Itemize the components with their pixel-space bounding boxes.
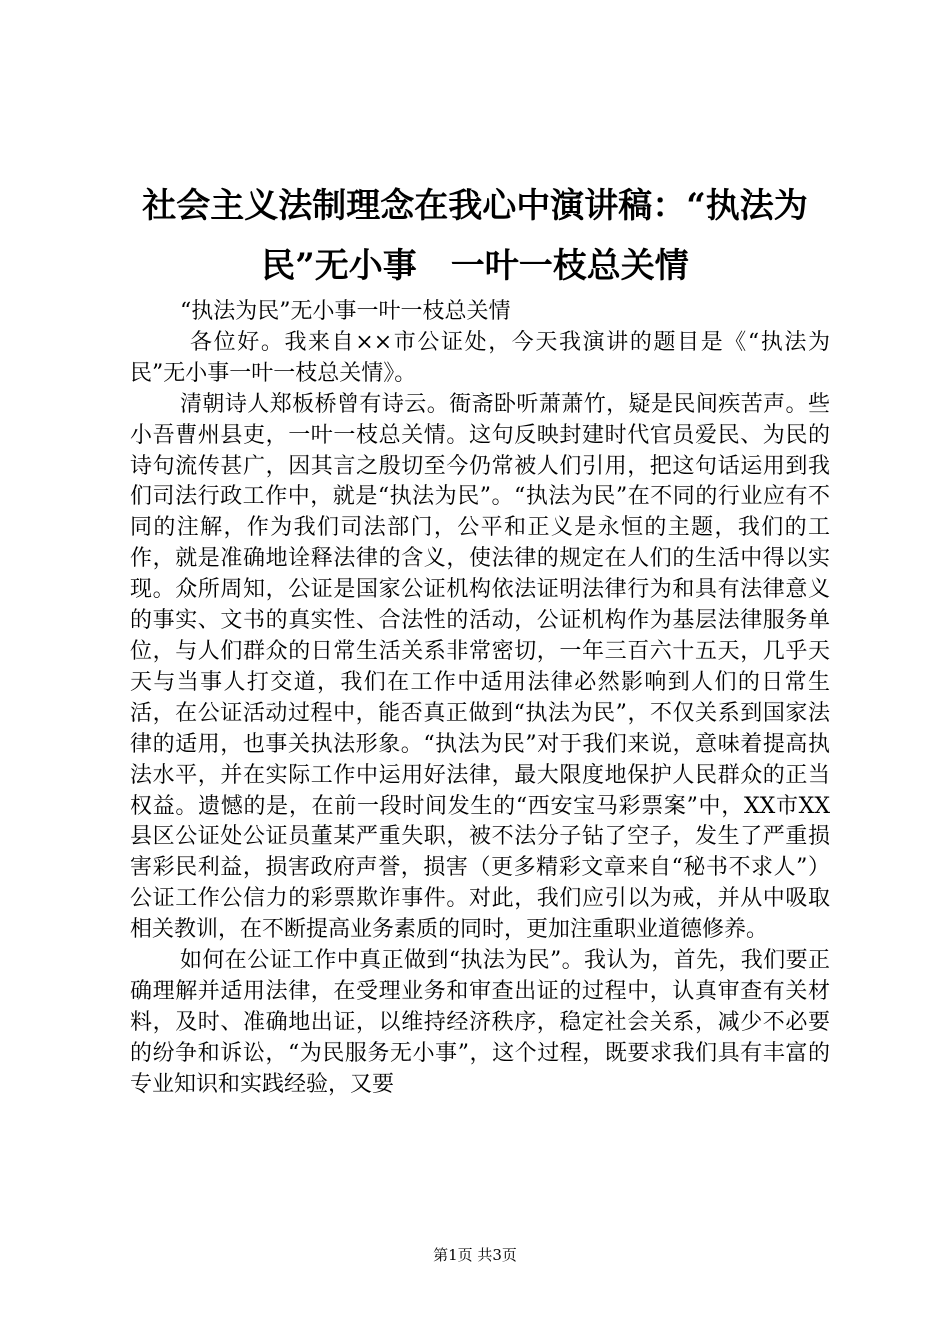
document-body: [130, 297, 830, 1101]
document-title: 社会主义法制理念在我心中演讲稿：“执法为民”无小事 一叶一枝总关情: [142, 186, 808, 286]
subtitle-paragraph: “执法为民”无小事一叶一枝总关情: [180, 299, 511, 324]
page-footer: 第1页 共3页: [433, 1246, 517, 1264]
salutation-paragraph: 各位好。我来自××市公证处，今天我演讲的题目是《“执法为民”无小事一叶一枝总关情》。: [130, 329, 830, 386]
body-paragraph: 清朝诗人郑板桥曾有诗云。衙斋卧听萧萧竹，疑是民间疾苦声。些小吾曹州县吏，一叶一枝总关情。这句反映封建时代官员爱民、为民的诗句流传甚广，因其言之殷切至今仍常被人们引用，把这句话运用到我们司法行政工作中，就是“执法为民”。“执法为民”在不同的行业应有不同的注解，作为我们司法部门，公平和正义是永恒的主题，我们的工作，就是准确地诠释法律的含义，使法律的规定在人们的生活中得以实现。众所周知，公证是国家公证机构依法证明法律行为和具有法律意义的事实、文书的真实性、合法性的活动，公证机构作为基层法律服务单位，与人们群众的日常生活关系非常密切，一年三百六十五天，几乎天天与当事人打交道，我们在工作中适用法律必然影响到人们的日常生活，在公证活动过程中，能否真正做到“执法为民”，不仅关系到国家法律的适用，也事关执法形象。“执法为民”对于我们来说，意味着提高执法水平，并在实际工作中运用好法律，最大限度地保护人民群众的正当权益。遗憾的是，在前一段时间发生的“西安宝马彩票案”中，XX市XX县区公证处公证员董某严重失职，被不法分子钻了空子，发生了严重损害彩民利益，损害政府声誉，损害（更多精彩文章来自“秘书不求人”）公证工作公信力的彩票欺诈事件。对此，我们应引以为戒，并从中吸取相关教训，在不断提高业务素质的同时，更加注重职业道德修养。: [130, 391, 830, 943]
body-paragraph: 如何在公证工作中真正做到“执法为民”。我认为，首先，我们要正确理解并适用法律，在受理业务和审查出证的过程中，认真审查有关材料，及时、准确地出证，以维持经济秩序，稳定社会关系，减少不必要的纷争和诉讼，“为民服务无小事”，这个过程，既要求我们具有丰富的专业知识和实践经验，又要: [130, 948, 830, 1097]
